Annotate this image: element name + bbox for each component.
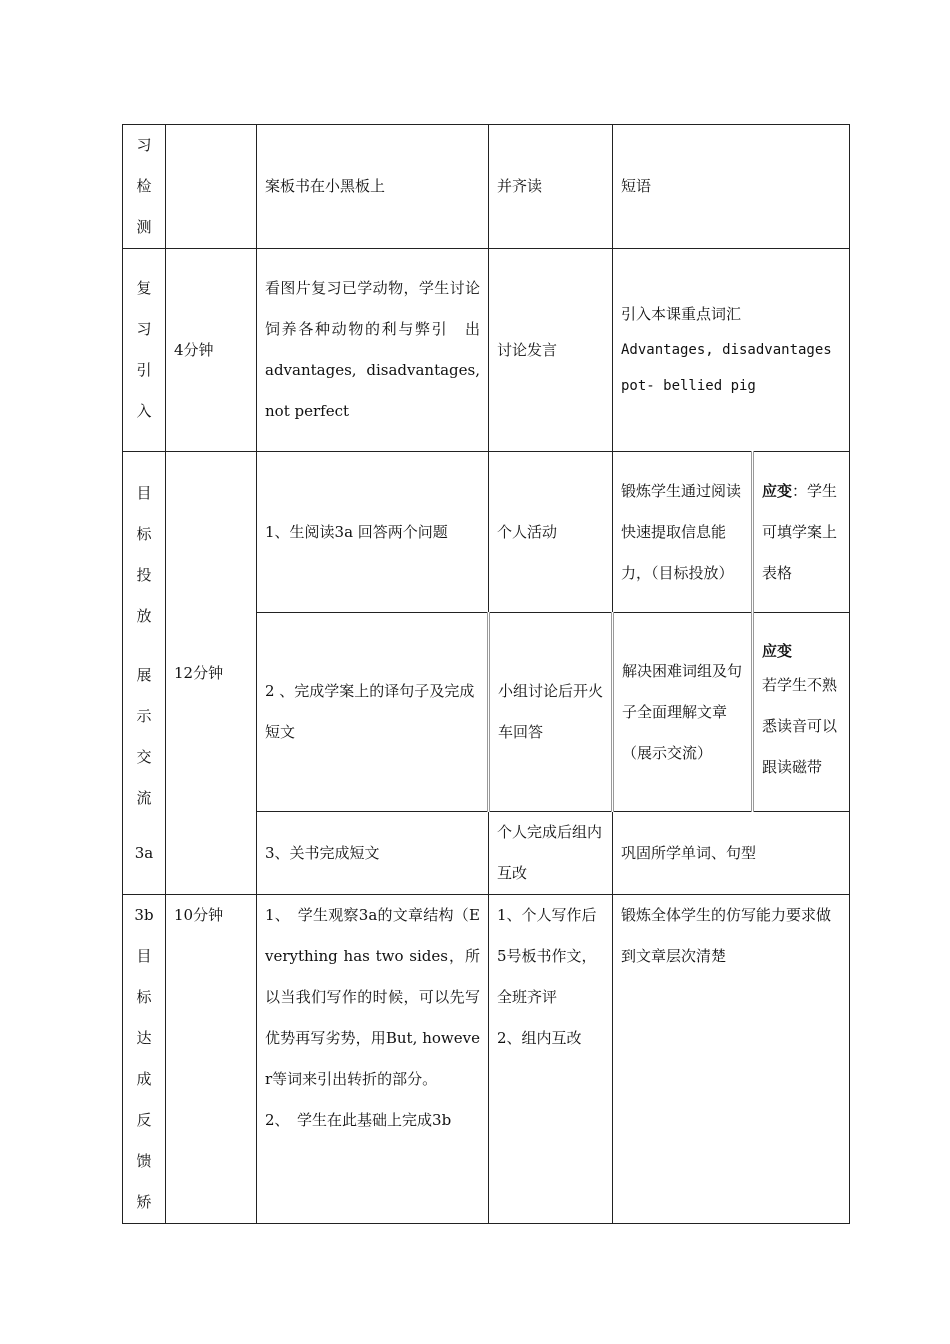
student-cell: 小组讨论后开火车回答 — [489, 613, 613, 812]
stage-cell: 目标投放 展示交流 3a — [123, 452, 166, 895]
student-cell: 个人完成后组内互改 — [489, 812, 613, 895]
stage-cell: 习检测 — [123, 125, 166, 249]
student-cell: 1、个人写作后5号板书作文，全班齐评 2、组内互改 — [489, 895, 613, 1224]
table-row — [123, 452, 850, 613]
student-cell: 个人活动 — [489, 452, 613, 613]
lesson-plan-table — [122, 124, 850, 1224]
table-row — [123, 125, 850, 249]
table-row — [123, 249, 850, 452]
time-cell: 10分钟 — [166, 895, 257, 1224]
intent-cell: 锻炼学生通过阅读快速提取信息能力，（目标投放） — [613, 452, 753, 613]
time-cell — [166, 125, 257, 249]
intent-cell: 引入本课重点词汇 Advantages, disadvantages pot- bellied pig — [613, 249, 850, 452]
student-cell: 并齐读 — [489, 125, 613, 249]
time-cell: 12分钟 — [166, 452, 257, 895]
student-cell: 讨论发言 — [489, 249, 613, 452]
activity-cell: 1、生阅读3a 回答两个问题 — [257, 452, 489, 613]
intent-cell: 巩固所学单词、句型 — [613, 812, 850, 895]
activity-cell: 2 、完成学案上的译句子及完成短文 — [257, 613, 489, 812]
activity-cell: 3、关书完成短文 — [257, 812, 489, 895]
contingency-note: 应变：学生可填学案上表格 — [753, 452, 850, 613]
time-cell: 4分钟 — [166, 249, 257, 452]
activity-cell: 看图片复习已学动物，学生讨论饲养各种动物的利与弊引 出 advantages, disadvantages, not perfect — [257, 249, 489, 452]
activity-cell: 案板书在小黑板上 — [257, 125, 489, 249]
intent-cell: 锻炼全体学生的仿写能力要求做到文章层次清楚 — [613, 895, 850, 1224]
table-row — [123, 895, 850, 1224]
stage-cell: 3b 目标达成反馈矫 — [123, 895, 166, 1224]
stage-cell: 复习引入 — [123, 249, 166, 452]
intent-cell: 解决困难词组及句子全面理解文章（展示交流） — [613, 613, 753, 812]
intent-cell: 短语 — [613, 125, 850, 249]
contingency-note: 应变 若学生不熟悉读音可以跟读磁带 — [753, 613, 850, 812]
activity-cell: 1、 学生观察3a的文章结构（Everything has two sides，所以当我们写作的时候，可以先写优势再写劣势，用But, however等词来引出转折的部分。 2、 学生在此基础上完成3b — [257, 895, 489, 1224]
